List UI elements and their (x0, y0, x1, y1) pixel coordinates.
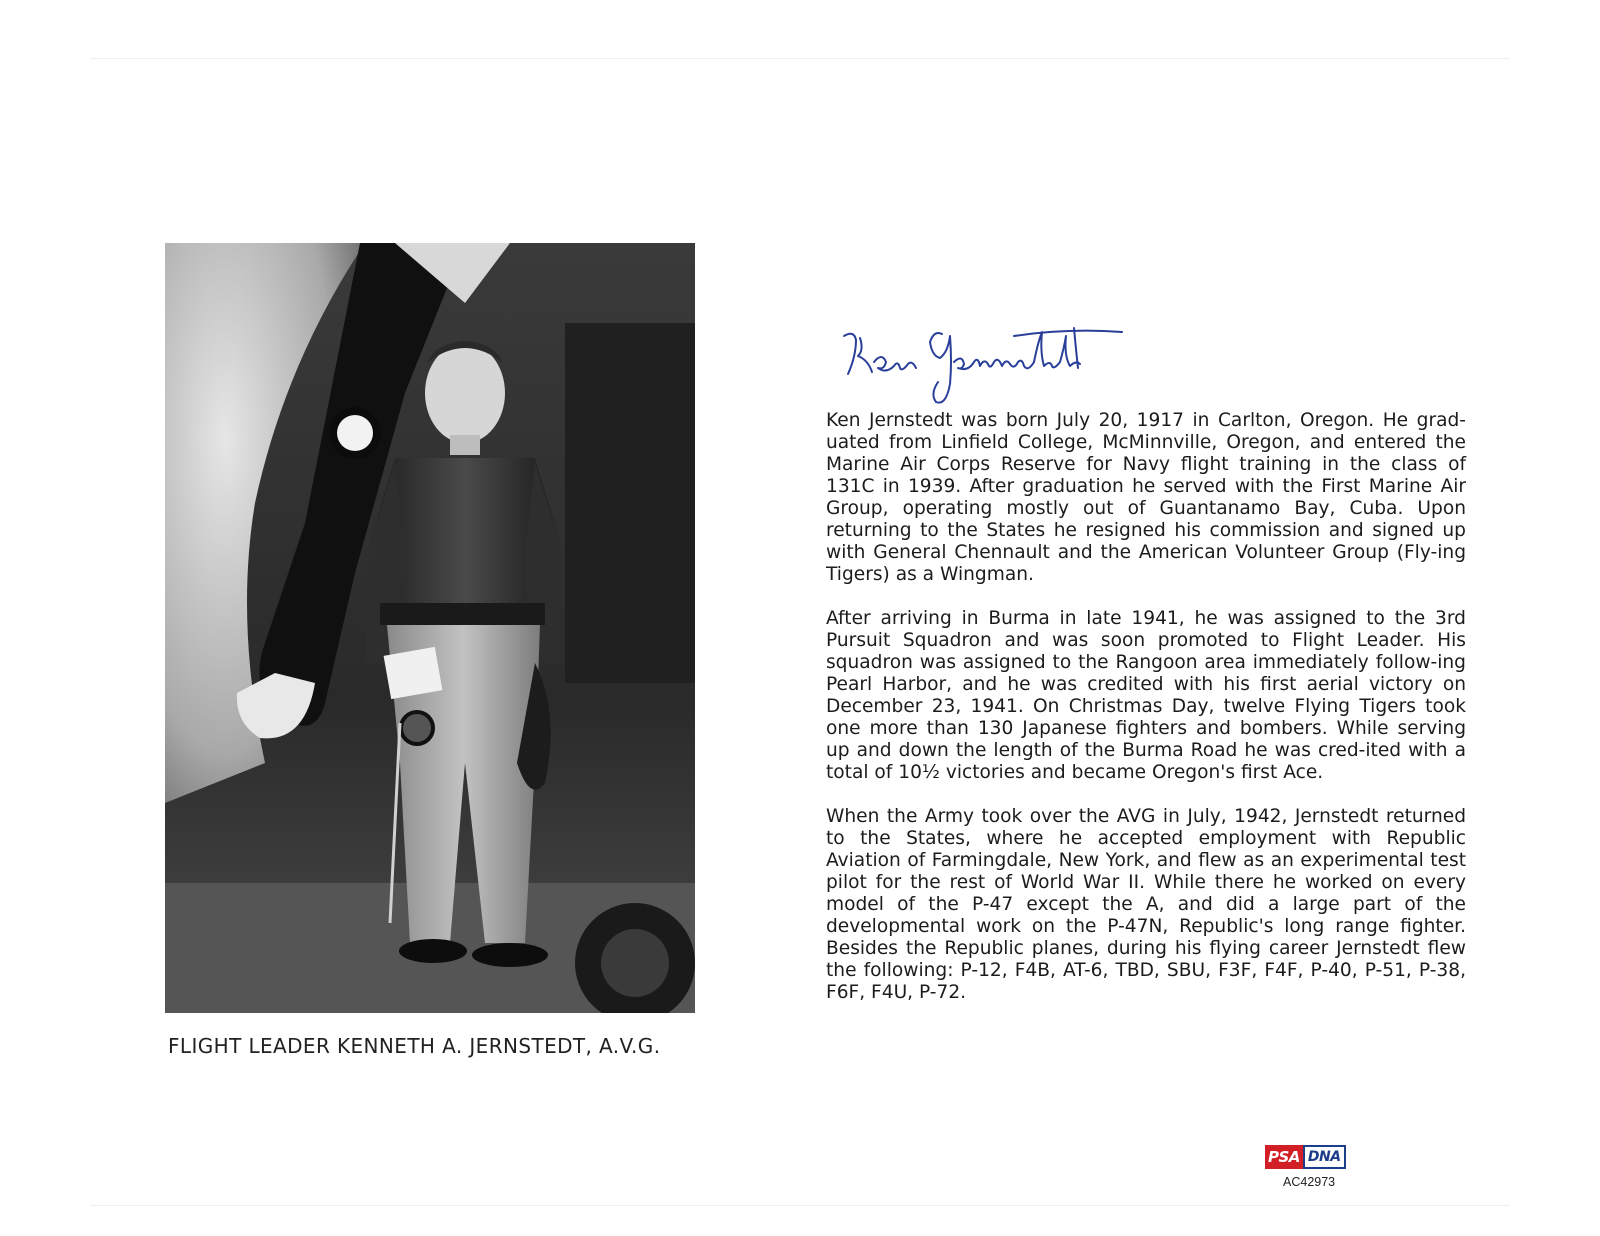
dna-logo-text: DNA (1303, 1145, 1346, 1169)
authentication-code: AC42973 (1283, 1175, 1336, 1189)
psa-logo-text: PSA (1265, 1145, 1303, 1169)
psa-dna-logo (1265, 1145, 1357, 1169)
signature-image (838, 322, 1128, 414)
bio-paragraph-1: Ken Jernstedt was born July 20, 1917 in Carlton, Oregon. He grad-uated from Linfield College, McMinnville, Oregon, and entered the Marine Air Corps Reserve for Navy flight training in the class of 131C in 1939. After graduation he served with the First Marine Air Group, operating mostly out of Guantanamo Bay, Cuba. Upon returning to the States he resigned his commission and signed up with General Chennault and the American Volunteer Group (Fly-ing Tigers) as a Wingman. (826, 410, 1466, 585)
bio-paragraph-2: After arriving in Burma in late 1941, he was assigned to the 3rd Pursuit Squadron and was soon promoted to Flight Leader. His squadron was assigned to the Rangoon area immediately follow-ing Pearl Harbor, and he was credited with his first aerial victory on December 23, 1941. On Christmas Day, twelve Flying Tigers took one more than 130 Japanese fighters and bombers. While serving up and down the length of the Burma Road he was cred-ited with a total of 10½ victories and became Oregon's first Ace. (826, 608, 1466, 783)
bio-paragraph-3: When the Army took over the AVG in July, 1942, Jernstedt returned to the States, where he accepted employment with Republic Aviation of Farmingdale, New York, and flew as an experimental test pilot for the rest of World War II. While there he worked on every model of the P-47 except the A, and did a large part of the developmental work on the P-47N, Republic's long range fighter. Besides the Republic planes, during his flying career Jernstedt flew the following: P-12, F4B, AT-6, TBD, SBU, F3F, F4F, P-40, P-51, P-38, F6F, F4U, P-72. (826, 806, 1466, 1003)
photo-caption: FLIGHT LEADER KENNETH A. JERNSTEDT, A.V.G. (168, 1034, 661, 1058)
bottom-edge-line (90, 1205, 1510, 1206)
autograph-signature (838, 322, 1128, 414)
pilot-photograph-image (165, 243, 695, 1013)
pilot-photograph (165, 243, 695, 1013)
biography (826, 410, 1466, 1026)
top-edge-line (90, 58, 1510, 59)
